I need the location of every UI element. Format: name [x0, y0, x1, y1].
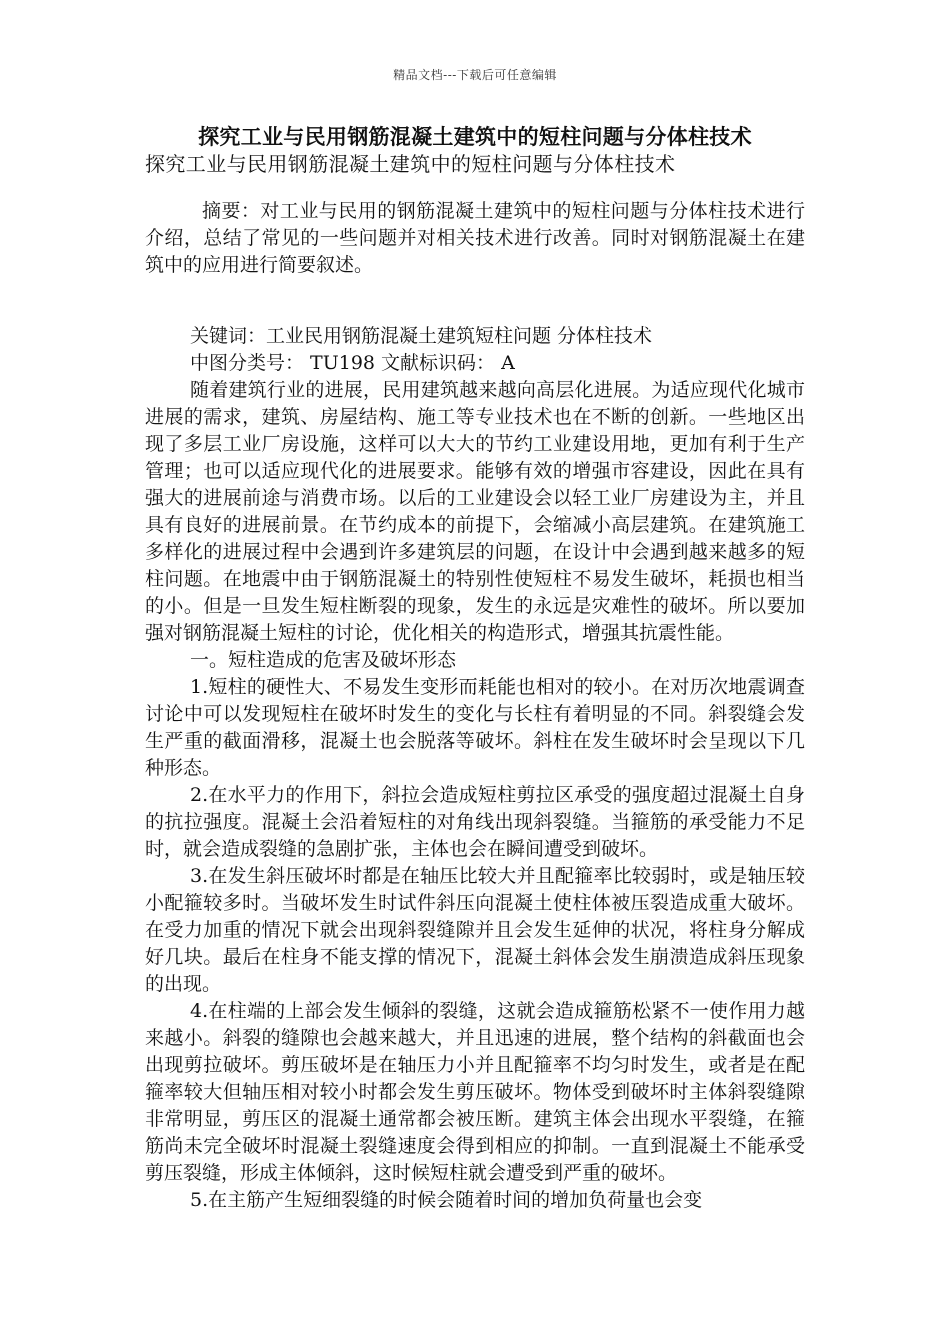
- spacer: [145, 279, 805, 323]
- list-item: 1.短柱的硬性大、不易发生变形而耗能也相对的较小。在对历次地震调查讨论中可以发现短柱在破坏时发生的变化与长柱有着明显的不同。斜裂缝会发生严重的截面滑移，混凝土也会脱落等破坏。斜柱在发生破坏时会呈现以下几种形态。: [145, 676, 805, 779]
- list-item: 3.在发生斜压破坏时都是在轴压比较大并且配箍率比较弱时，或是轴压较小配箍较多时。当破坏发生时试件斜压向混凝土使柱体被压裂造成重大破坏。在受力加重的情况下就会出现斜裂缝隙并且会发生延伸的状况，将柱身分解成好几块。最后在柱身不能支撑的情况下，混凝土斜体会发生崩溃造成斜压现象的出现。: [145, 865, 805, 995]
- keywords-line: 关键词：工业民用钢筋混凝土建筑短柱问题 分体柱技术: [190, 325, 653, 347]
- intro-paragraph: 随着建筑行业的进展，民用建筑越来越向高层化进展。为适应现代化城市进展的需求，建筑、房屋结构、施工等专业技术也在不断的创新。一些地区出现了多层工业厂房设施，这样可以大大的节约工业建设用地，更加有利于生产管理；也可以适应现代化的进展要求。能够有效的增强市容建设，因此在具有强大的进展前途与消费市场。以后的工业建设会以轻工业厂房建设为主，并且具有良好的进展前景。在节约成本的前提下，会缩减小高层建筑。在建筑施工多样化的进展过程中会遇到许多建筑层的问题，在设计中会遇到越来越多的短柱问题。在地震中由于钢筋混凝土的特别性使短柱不易发生破坏，耗损也相当的小。但是一旦发生短柱断裂的现象，发生的永远是灾难性的破坏。所以要加强对钢筋混凝土短柱的讨论，优化相关的构造形式，增强其抗震性能。: [145, 379, 805, 644]
- list-item: 4.在柱端的上部会发生倾斜的裂缝，这就会造成箍筋松紧不一使作用力越来越小。斜裂的缝隙也会越来越大，并且迅速的进展，整个结构的斜截面也会出现剪拉破坏。剪压破坏是在轴压力小并且配箍率不均匀时发生，或者是在配箍率较大但轴压相对较小时都会发生剪压破坏。物体受到破坏时主体斜裂缝隙非常明显，剪压区的混凝土通常都会被压断。建筑主体会出现水平裂缝，在箍筋尚未完全破坏时混凝土裂缝速度会得到相应的抑制。一直到混凝土不能承受剪压裂缝，形成主体倾斜，这时候短柱就会遭受到严重的破坏。: [145, 1000, 805, 1184]
- document-title: 探究工业与民用钢筋混凝土建筑中的短柱问题与分体柱技术: [198, 124, 752, 149]
- document-body: [145, 198, 805, 1214]
- section-heading: 一。短柱造成的危害及破坏形态: [190, 649, 457, 671]
- document-subtitle: 探究工业与民用钢筋混凝土建筑中的短柱问题与分体柱技术: [145, 152, 676, 176]
- classification-line: 中图分类号： TU198 文献标识码： A: [190, 352, 515, 374]
- list-item: 5.在主筋产生短细裂缝的时候会随着时间的增加负荷量也会变: [190, 1189, 703, 1211]
- abstract-paragraph: 摘要：对工业与民用的钢筋混凝土建筑中的短柱问题与分体柱技术进行介绍，总结了常见的一些问题并对相关技术进行改善。同时对钢筋混凝土在建筑中的应用进行简要叙述。: [145, 200, 805, 276]
- list-item: 2.在水平力的作用下，斜拉会造成短柱剪拉区承受的强度超过混凝土自身的抗拉强度。混凝土会沿着短柱的对角线出现斜裂缝。当箍筋的承受能力不足时，就会造成裂缝的急剧扩张，主体也会在瞬间遭受到破坏。: [145, 784, 805, 860]
- header-note: 精品文档---下载后可任意编辑: [393, 68, 557, 82]
